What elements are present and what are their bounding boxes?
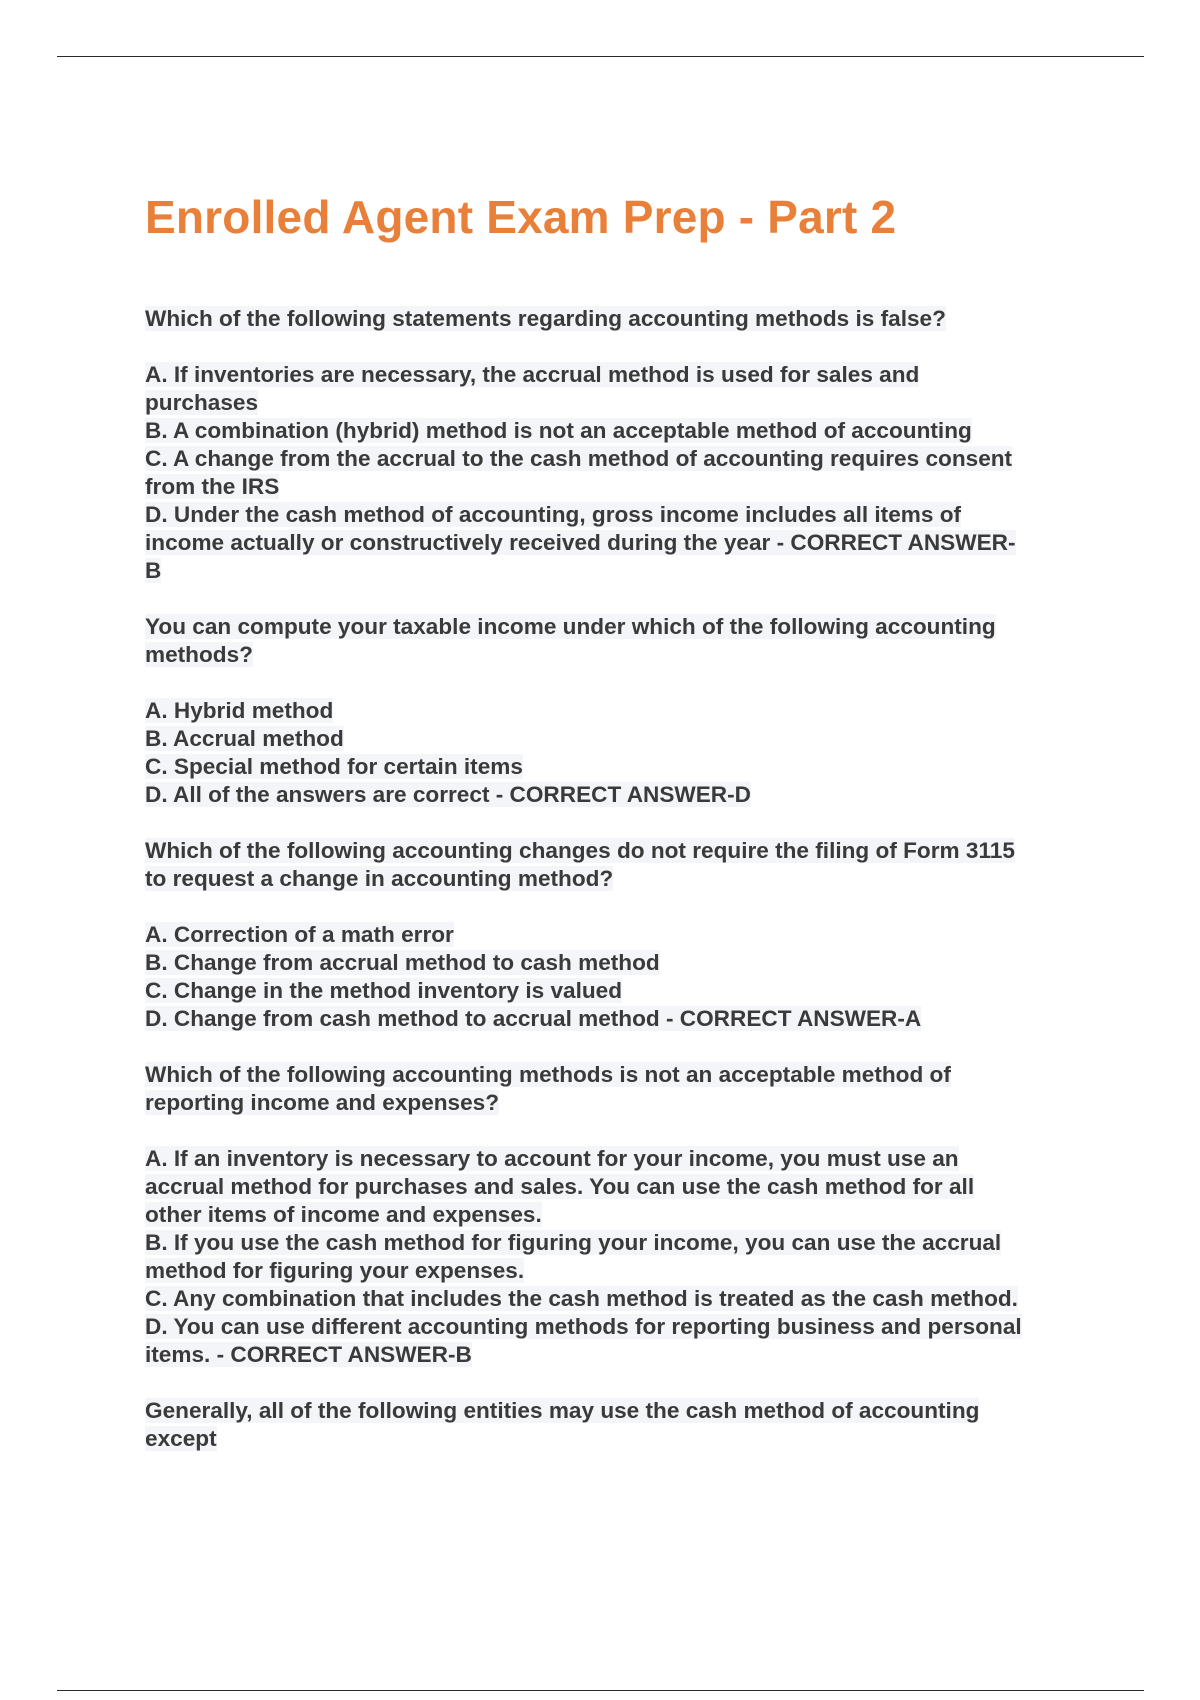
question-3-options [145, 921, 1085, 1033]
top-rule [57, 56, 1144, 57]
option-line: A. Hybrid method [145, 698, 334, 723]
option-line: B. Accrual method [145, 726, 344, 751]
question-line: methods? [145, 642, 253, 667]
option-line: from the IRS [145, 474, 280, 499]
question-line: reporting income and expenses? [145, 1090, 500, 1115]
option-line: A. If an inventory is necessary to account for your income, you must use an [145, 1146, 959, 1171]
option-line: D. Change from cash method to accrual method - CORRECT ANSWER-A [145, 1006, 922, 1031]
question-line: Which of the following statements regarding accounting methods is false? [145, 306, 946, 331]
option-line: accrual method for purchases and sales. You can use the cash method for all [145, 1174, 975, 1199]
option-line: B. If you use the cash method for figuring your income, you can use the accrual [145, 1230, 1002, 1255]
option-line: C. Any combination that includes the cash method is treated as the cash method. [145, 1286, 1018, 1311]
option-line: B [145, 558, 162, 583]
question-line: except [145, 1426, 217, 1451]
option-line: C. Special method for certain items [145, 754, 523, 779]
option-line: D. All of the answers are correct - CORRECT ANSWER-D [145, 782, 751, 807]
question-4-text [145, 1061, 1085, 1117]
question-5-text [145, 1397, 1085, 1453]
question-line: Which of the following accounting changes do not require the filing of Form 3115 [145, 838, 1015, 863]
question-list [145, 305, 1085, 1453]
option-line: method for figuring your expenses. [145, 1258, 525, 1283]
option-line: income actually or constructively received during the year - CORRECT ANSWER- [145, 530, 1016, 555]
option-line: other items of income and expenses. [145, 1202, 542, 1227]
option-line: B. Change from accrual method to cash method [145, 950, 660, 975]
question-4-options [145, 1145, 1085, 1369]
option-line: D. Under the cash method of accounting, gross income includes all items of [145, 502, 962, 527]
option-line: A. Correction of a math error [145, 922, 454, 947]
question-2-options [145, 697, 1085, 809]
option-line: C. A change from the accrual to the cash method of accounting requires consent [145, 446, 1013, 471]
question-2-text [145, 613, 1085, 669]
question-1-text [145, 305, 1085, 333]
option-line: A. If inventories are necessary, the accrual method is used for sales and [145, 362, 920, 387]
question-line: to request a change in accounting method? [145, 866, 614, 891]
question-line: Generally, all of the following entities may use the cash method of accounting [145, 1398, 980, 1423]
option-line: purchases [145, 390, 259, 415]
option-line: D. You can use different accounting methods for reporting business and personal [145, 1314, 1022, 1339]
option-line: B. A combination (hybrid) method is not an acceptable method of accounting [145, 418, 972, 443]
option-line: C. Change in the method inventory is valued [145, 978, 623, 1003]
question-1-options [145, 361, 1085, 585]
question-3-text [145, 837, 1085, 893]
page-title: Enrolled Agent Exam Prep - Part 2 [145, 191, 897, 243]
bottom-rule [57, 1690, 1144, 1691]
question-line: You can compute your taxable income under which of the following accounting [145, 614, 996, 639]
option-line: items. - CORRECT ANSWER-B [145, 1342, 472, 1367]
question-line: Which of the following accounting methods is not an acceptable method of [145, 1062, 951, 1087]
